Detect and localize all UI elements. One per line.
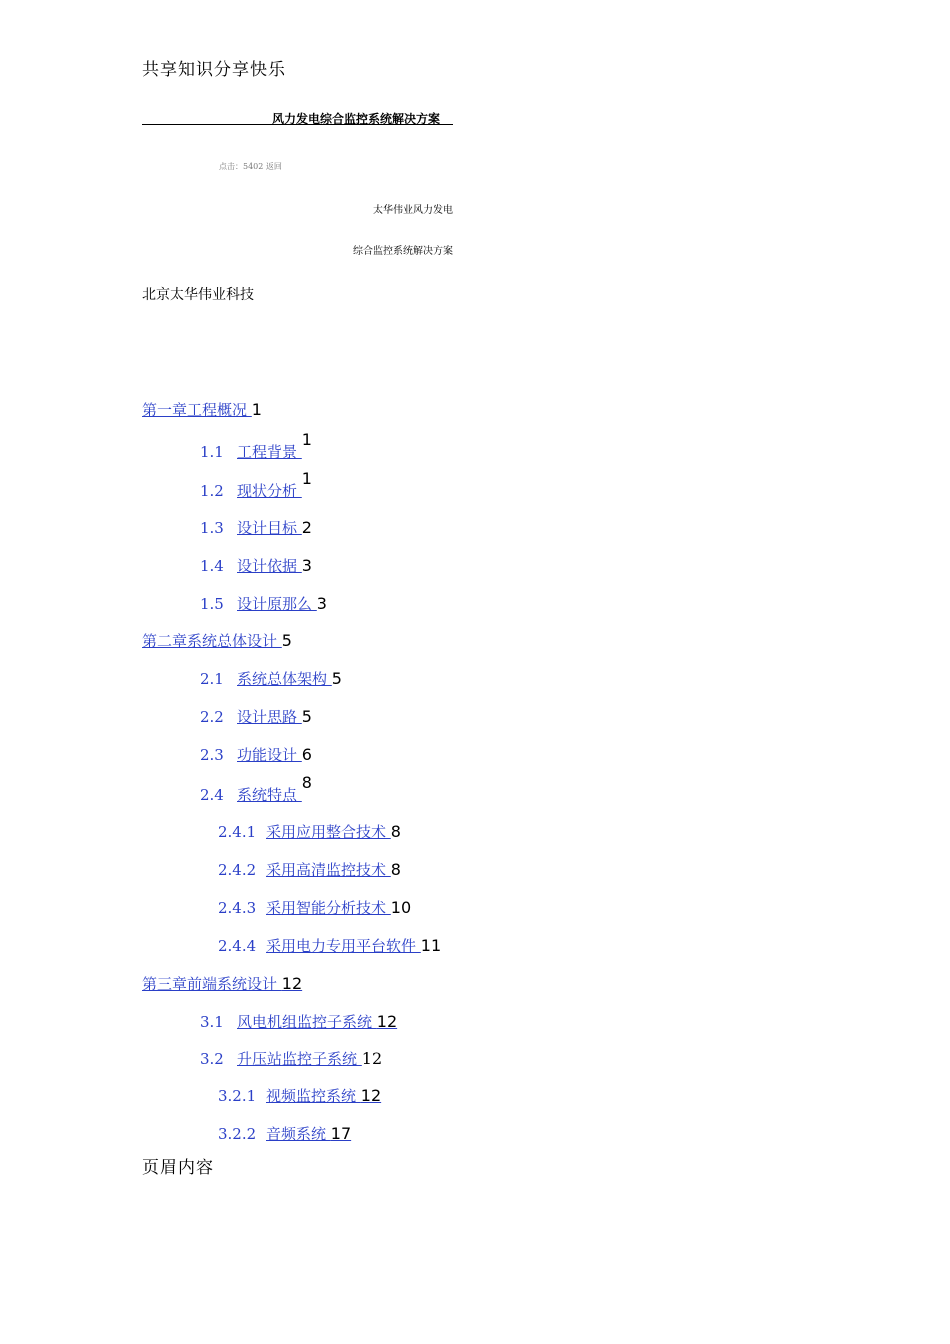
toc-number: 1.2: [200, 482, 224, 500]
toc-number: 1.3: [200, 519, 224, 537]
toc-label: 第三章前端系统设计: [142, 975, 282, 993]
toc-number: 1.5: [200, 595, 224, 613]
toc-section-2-4[interactable]: [200, 773, 312, 804]
toc-section-1-3[interactable]: [200, 520, 312, 536]
toc-page-number: 12: [281, 974, 303, 993]
toc-link[interactable]: 第二章系统总体设计: [142, 632, 282, 650]
toc-section-1-1[interactable]: [200, 430, 312, 461]
toc-page-number: 11: [420, 936, 442, 955]
toc-link[interactable]: [218, 937, 421, 955]
toc-link[interactable]: 系统特点: [237, 786, 302, 804]
toc-section-3-1[interactable]: [200, 1014, 397, 1030]
toc-number: 2.4.2: [218, 861, 257, 879]
toc-number: 1.1: [200, 443, 224, 461]
cover-line-1: 太华伟业风力发电: [373, 205, 453, 216]
toc-number: 2.1: [200, 670, 224, 688]
toc-link[interactable]: [200, 595, 317, 613]
toc-label: 采用应用整合技术: [266, 823, 391, 841]
toc-link[interactable]: [200, 519, 302, 537]
toc-label: 采用高清监控技术: [266, 861, 391, 879]
toc-label: 视频监控系统: [266, 1087, 361, 1105]
toc-label: 升压站监控子系统: [237, 1050, 362, 1068]
toc-label: 风电机组监控子系统: [237, 1013, 377, 1031]
toc-number: 3.2: [200, 1050, 224, 1068]
toc-label: 现状分析: [237, 482, 302, 500]
toc-link[interactable]: [218, 823, 391, 841]
toc-link[interactable]: [218, 899, 391, 917]
toc-number: 2.4.1: [218, 823, 257, 841]
article-title: 风力发电综合监控系统解决方案: [272, 112, 441, 126]
toc-page-number: 8: [301, 773, 312, 792]
toc-section-1-5[interactable]: [200, 596, 327, 612]
toc-page-number: 1: [301, 469, 312, 488]
toc-chapter-1[interactable]: [142, 402, 262, 418]
toc-link[interactable]: [218, 861, 391, 879]
toc-number: 2.4: [200, 786, 224, 804]
company-name: 北京太华伟业科技: [142, 287, 254, 303]
toc-label: 采用电力专用平台软件: [266, 937, 421, 955]
toc-link[interactable]: 第一章工程概况: [142, 401, 252, 419]
toc-page-number: 5: [281, 631, 292, 650]
article-meta: 点击：5402 返回: [219, 162, 282, 171]
toc-number: 2.4.3: [218, 899, 257, 917]
toc-number: 2.3: [200, 746, 224, 764]
toc-label: 音频系统: [266, 1125, 331, 1143]
toc-number: 3.2.1: [218, 1087, 257, 1105]
page-header: 共享知识分享快乐: [142, 60, 286, 80]
toc-chapter-2[interactable]: [142, 633, 292, 649]
toc-subsection-3-2-1[interactable]: [218, 1088, 381, 1104]
toc-number: 2.4.4: [218, 937, 257, 955]
toc-link[interactable]: [142, 975, 302, 993]
cover-line-2: 综合监控系统解决方案: [353, 246, 453, 257]
toc-link[interactable]: 功能设计: [237, 746, 302, 764]
toc-subsection-2-4-2[interactable]: [218, 862, 401, 878]
toc-chapter-3[interactable]: [142, 976, 302, 992]
toc-subsection-2-4-4[interactable]: [218, 938, 441, 954]
toc-link[interactable]: [200, 482, 302, 500]
toc-number: 3.2.2: [218, 1125, 257, 1143]
toc-section-2-1[interactable]: [200, 671, 342, 687]
toc-page-number: 17: [330, 1124, 352, 1143]
toc-page-number: 6: [301, 745, 312, 764]
toc-label: 设计原那么: [237, 595, 317, 613]
toc-label: 工程背景: [237, 443, 302, 461]
toc-link[interactable]: [200, 1013, 397, 1031]
toc-page-number: 12: [360, 1086, 382, 1105]
toc-subsection-3-2-2[interactable]: [218, 1126, 351, 1142]
toc-link[interactable]: [200, 1050, 362, 1068]
toc-section-2-3[interactable]: [200, 747, 312, 763]
page-footer: 页眉内容: [142, 1158, 214, 1178]
toc-page-number: 3: [301, 556, 312, 575]
toc-page-number: 1: [301, 430, 312, 449]
toc-page-number: 12: [361, 1049, 383, 1068]
toc-page-number: 12: [376, 1012, 398, 1031]
toc-subsection-2-4-1[interactable]: [218, 824, 401, 840]
toc-page-number: 5: [301, 707, 312, 726]
toc-link[interactable]: [200, 443, 302, 461]
toc-number: 3.1: [200, 1013, 224, 1031]
toc-link[interactable]: 系统总体架构: [237, 670, 332, 688]
toc-page-number: 8: [390, 860, 401, 879]
toc-number: 1.4: [200, 557, 224, 575]
toc-subsection-2-4-3[interactable]: [218, 900, 411, 916]
toc-section-3-2[interactable]: [200, 1051, 382, 1067]
toc-page-number: 3: [316, 594, 327, 613]
toc-label: 设计依据: [237, 557, 302, 575]
toc-page-number: 2: [301, 518, 312, 537]
toc-link[interactable]: 设计思路: [237, 708, 302, 726]
toc-page-number: 1: [251, 400, 262, 419]
toc-label: 设计目标: [237, 519, 302, 537]
toc-section-2-2[interactable]: [200, 709, 312, 725]
toc-link[interactable]: [200, 557, 302, 575]
toc-section-1-2[interactable]: [200, 469, 312, 500]
toc-section-1-4[interactable]: [200, 558, 312, 574]
toc-number: 2.2: [200, 708, 224, 726]
toc-page-number: 5: [331, 669, 342, 688]
toc-link[interactable]: [218, 1125, 351, 1143]
toc-label: 采用智能分析技术: [266, 899, 391, 917]
toc-page-number: 8: [390, 822, 401, 841]
toc-page-number: 10: [390, 898, 412, 917]
toc-link[interactable]: [218, 1087, 381, 1105]
